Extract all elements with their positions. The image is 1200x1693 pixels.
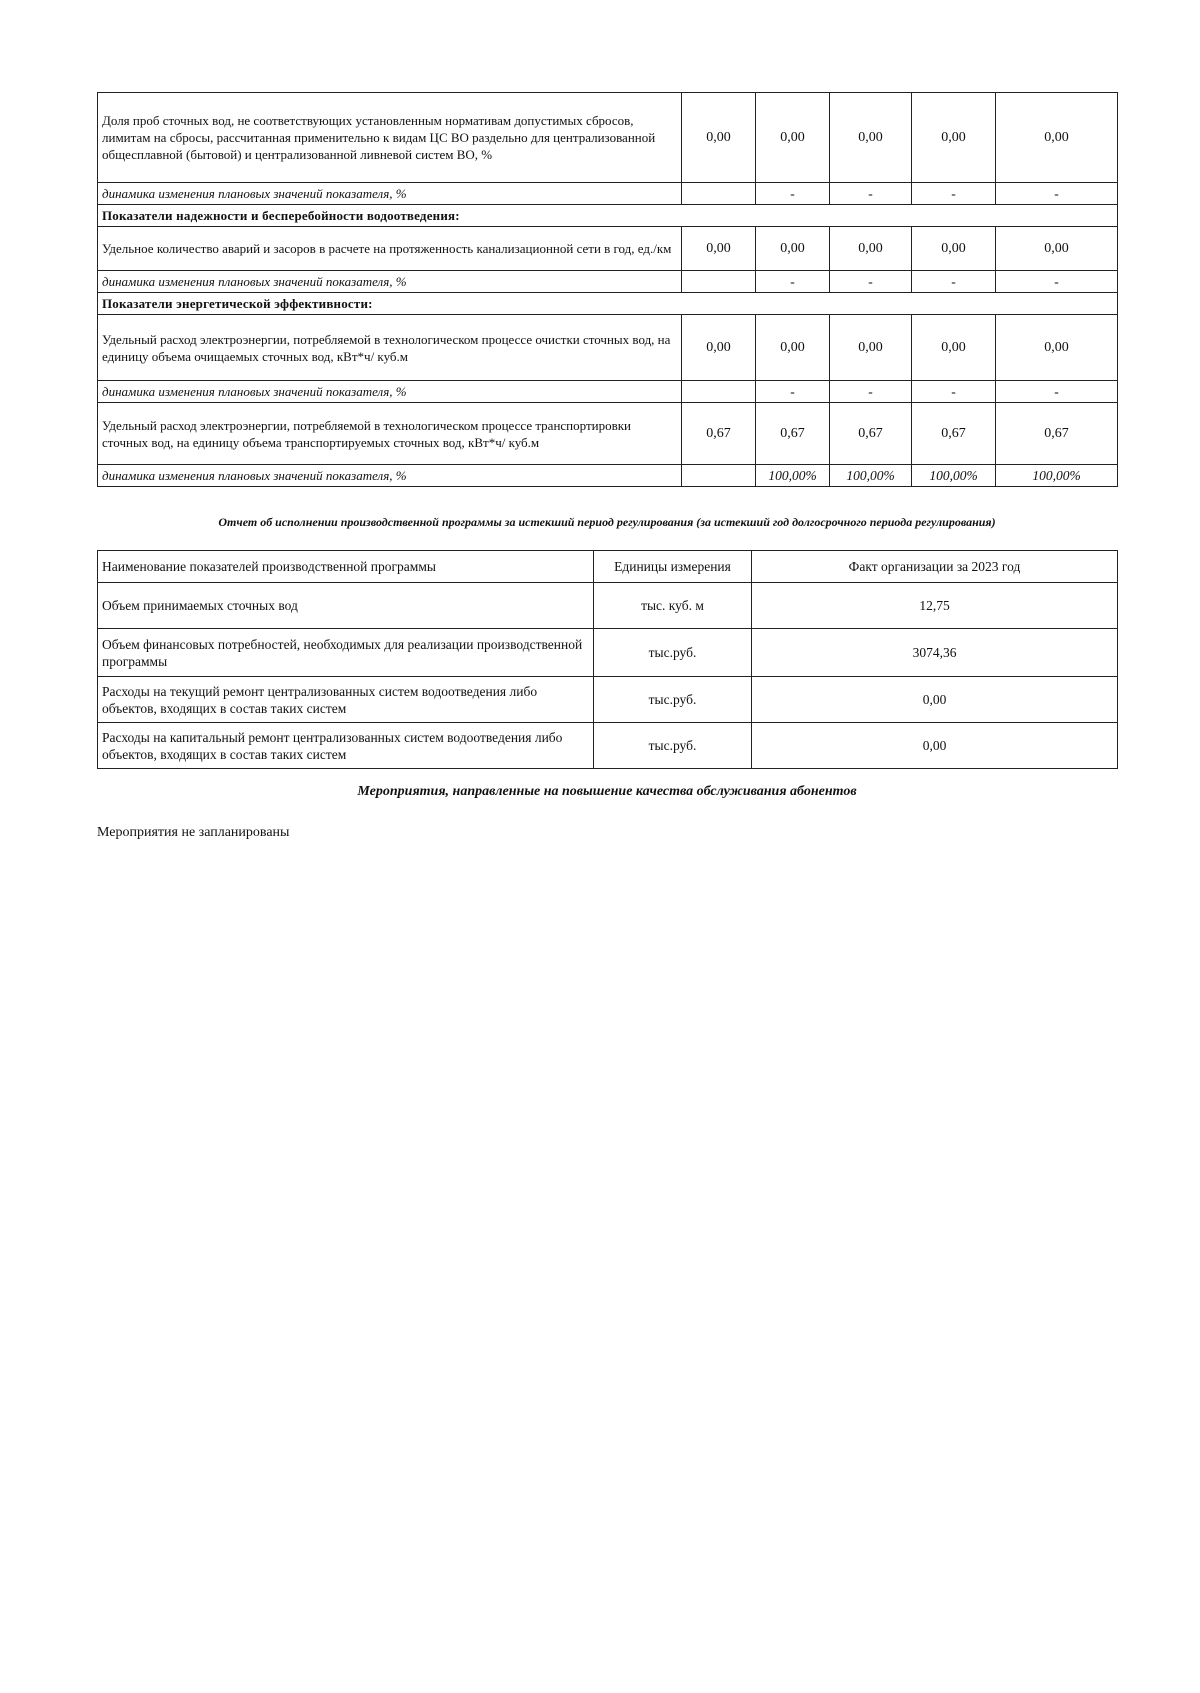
table-row (98, 629, 1118, 677)
dynamics-value (682, 183, 756, 205)
indicators-table (97, 92, 1118, 487)
header-fact: Факт организации за 2023 год (752, 551, 1118, 583)
report-row-name: Расходы на капитальный ремонт централизованных систем водоотведения либо объектов, входящих в состав таких систем (98, 723, 594, 769)
measures-title: Мероприятия, направленные на повышение качества обслуживания абонентов (357, 784, 857, 799)
table-row (98, 293, 1118, 315)
report-row-unit: тыс. куб. м (594, 583, 752, 629)
dynamics-value: - (912, 271, 996, 293)
report-row-name: Объем принимаемых сточных вод (98, 583, 594, 629)
indicator-value: 0,00 (996, 227, 1118, 271)
report-row-unit: тыс.руб. (594, 723, 752, 769)
report-row-fact: 0,00 (752, 677, 1118, 723)
indicator-value: 0,67 (996, 403, 1118, 465)
dynamics-value: 100,00% (912, 465, 996, 487)
indicator-value: 0,67 (912, 403, 996, 465)
dynamics-value (682, 465, 756, 487)
indicator-value: 0,00 (756, 315, 830, 381)
header-name: Наименование показателей производственной программы (98, 551, 594, 583)
dynamics-value: - (912, 183, 996, 205)
table-row (98, 723, 1118, 769)
report-table (97, 550, 1118, 769)
measures-text: Мероприятия не запланированы (97, 825, 290, 840)
dynamics-value: - (830, 381, 912, 403)
section-heading: Показатели энергетической эффективности: (98, 293, 1118, 315)
table-row (98, 677, 1118, 723)
report-title: Отчет об исполнении производственной программы за истекший период регулирования (за истекший год долгосрочного периода регулирования) (218, 515, 996, 529)
dynamics-value: - (996, 271, 1118, 293)
dynamics-value: 100,00% (830, 465, 912, 487)
indicator-value: 0,00 (912, 93, 996, 183)
dynamics-value: 100,00% (996, 465, 1118, 487)
indicator-value: 0,00 (996, 93, 1118, 183)
report-row-name: Объем финансовых потребностей, необходимых для реализации производственной программы (98, 629, 594, 677)
indicator-value: 0,00 (830, 93, 912, 183)
table-header-row (98, 551, 1118, 583)
dynamics-value: - (996, 183, 1118, 205)
dynamics-label: динамика изменения плановых значений показателя, % (98, 183, 682, 205)
table-row (98, 205, 1118, 227)
indicator-value: 0,00 (682, 315, 756, 381)
dynamics-value: - (756, 183, 830, 205)
dynamics-value: - (756, 271, 830, 293)
indicator-value: 0,00 (996, 315, 1118, 381)
table-row (98, 183, 1118, 205)
table-row (98, 583, 1118, 629)
dynamics-label: динамика изменения плановых значений показателя, % (98, 465, 682, 487)
table-row (98, 93, 1118, 183)
indicator-value: 0,00 (912, 315, 996, 381)
report-row-fact: 0,00 (752, 723, 1118, 769)
section-heading: Показатели надежности и бесперебойности водоотведения: (98, 205, 1118, 227)
indicator-value: 0,00 (682, 93, 756, 183)
indicator-label: Удельный расход электроэнергии, потребляемой в технологическом процессе транспортировки сточных вод, на единицу объема транспортируемых сточных вод, кВт*ч/ куб.м (98, 403, 682, 465)
report-row-fact: 3074,36 (752, 629, 1118, 677)
indicator-value: 0,67 (682, 403, 756, 465)
indicator-value: 0,00 (682, 227, 756, 271)
dynamics-value: - (830, 183, 912, 205)
report-row-name: Расходы на текущий ремонт централизованных систем водоотведения либо объектов, входящих в состав таких систем (98, 677, 594, 723)
dynamics-value: - (830, 271, 912, 293)
header-unit: Единицы измерения (594, 551, 752, 583)
table-row (98, 465, 1118, 487)
dynamics-value: - (996, 381, 1118, 403)
indicator-label: Доля проб сточных вод, не соответствующих установленным нормативам допустимых сбросов, лимитам на сбросы, рассчитанная применительно к видам ЦС ВО раздельно для централизованной общесплавной (бытовой) и централизованной ливневой систем ВО, % (98, 93, 682, 183)
dynamics-value: - (912, 381, 996, 403)
dynamics-value (682, 271, 756, 293)
dynamics-label: динамика изменения плановых значений показателя, % (98, 381, 682, 403)
indicator-value: 0,00 (756, 227, 830, 271)
indicator-label: Удельное количество аварий и засоров в расчете на протяженность канализационной сети в год, ед./км (98, 227, 682, 271)
report-row-unit: тыс.руб. (594, 677, 752, 723)
dynamics-value: 100,00% (756, 465, 830, 487)
dynamics-value: - (756, 381, 830, 403)
dynamics-value (682, 381, 756, 403)
table-row (98, 271, 1118, 293)
indicator-value: 0,00 (830, 315, 912, 381)
table-row (98, 381, 1118, 403)
indicator-value: 0,00 (912, 227, 996, 271)
table-row (98, 227, 1118, 271)
indicator-value: 0,00 (756, 93, 830, 183)
indicator-label: Удельный расход электроэнергии, потребляемой в технологическом процессе очистки сточных вод, на единицу объема очищаемых сточных вод, кВт*ч/ куб.м (98, 315, 682, 381)
indicator-value: 0,00 (830, 227, 912, 271)
table-row (98, 315, 1118, 381)
table-row (98, 403, 1118, 465)
report-row-unit: тыс.руб. (594, 629, 752, 677)
indicator-value: 0,67 (830, 403, 912, 465)
report-row-fact: 12,75 (752, 583, 1118, 629)
indicator-value: 0,67 (756, 403, 830, 465)
dynamics-label: динамика изменения плановых значений показателя, % (98, 271, 682, 293)
